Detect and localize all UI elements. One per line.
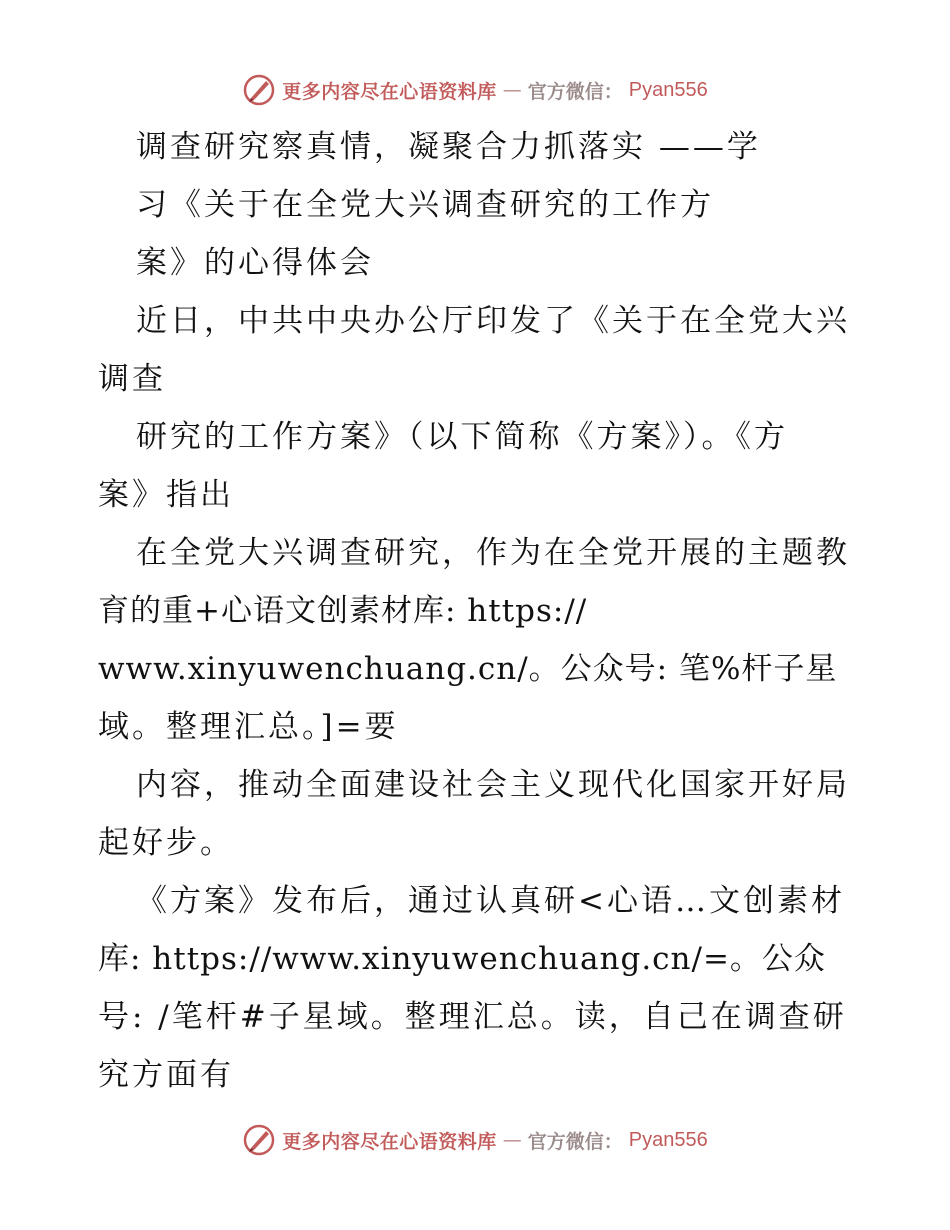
paragraph-line: 近日，中共中央办公厅印发了《关于在全党大兴	[136, 303, 850, 339]
paragraph-line: 域。整理汇总。]=要	[98, 709, 399, 745]
paragraph-line: 内容，推动全面建设社会主义现代化国家开好局	[136, 767, 850, 803]
paragraph-line: 案》指出	[98, 477, 234, 513]
paragraph-line: 起好步。	[98, 825, 234, 861]
quill-logo-icon	[242, 73, 276, 107]
paragraph-line: 《方案》发布后，通过认真研<心语…文创素材	[136, 883, 845, 919]
banner-separator: —	[502, 1129, 522, 1151]
paragraph-line: 调查	[98, 361, 166, 397]
paragraph-line: 育的重+心语文创素材库: https://	[98, 593, 588, 629]
paragraph-line: www.xinyuwenchuang.cn/。公众号: 笔%杆子星	[98, 651, 838, 687]
banner-wechat-id: Pyan556	[628, 1128, 708, 1151]
footer-watermark-banner	[0, 1120, 950, 1160]
title-line-2: 习《关于在全党大兴调查研究的工作方	[136, 187, 714, 223]
document-body	[98, 118, 868, 1104]
banner-wechat-label: 官方微信：	[527, 80, 623, 103]
quill-logo-icon	[242, 1123, 276, 1157]
banner-text: 更多内容尽在心语资料库	[282, 80, 497, 103]
header-watermark-banner	[0, 70, 950, 110]
paragraph-line: 在全党大兴调查研究，作为在全党开展的主题教	[136, 535, 850, 571]
title-line-3: 案》的心得体会	[136, 245, 374, 281]
banner-wechat-label: 官方微信：	[527, 1130, 623, 1153]
paragraph-line: 库: https://www.xinyuwenchuang.cn/=。公众	[98, 941, 826, 977]
banner-separator: —	[502, 79, 522, 101]
banner-wechat-id: Pyan556	[628, 78, 708, 101]
paragraph-line: 究方面有	[98, 1057, 234, 1093]
paragraph-line: 号: /笔杆#子星域。整理汇总。读，自己在调查研	[98, 999, 847, 1035]
title-line-1: 调查研究察真情，凝聚合力抓落实 ——学	[136, 129, 761, 165]
paragraph-line: 研究的工作方案》（以下简称《方案》）。《方	[136, 419, 788, 455]
banner-text: 更多内容尽在心语资料库	[282, 1130, 497, 1153]
